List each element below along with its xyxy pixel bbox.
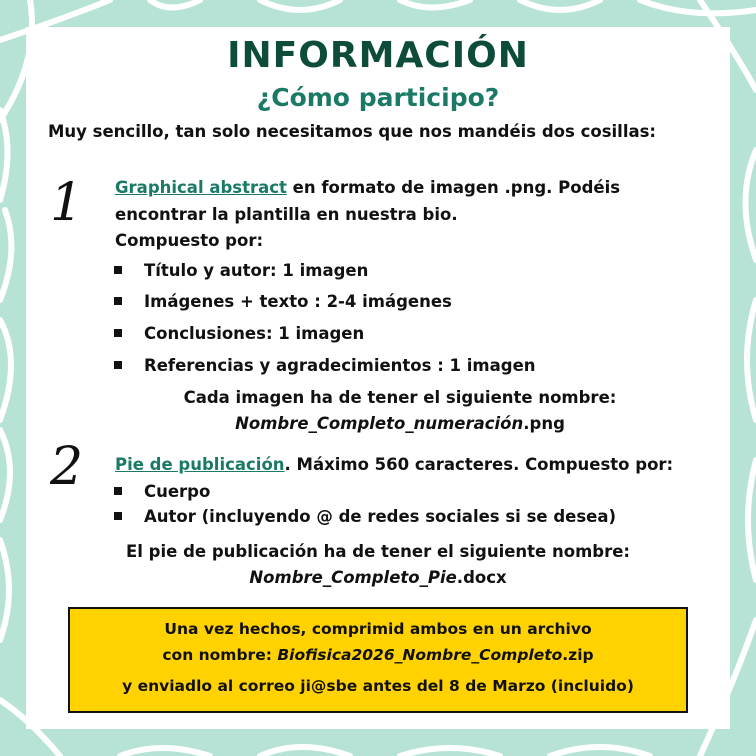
bullet-icon	[114, 329, 122, 337]
info-card	[26, 27, 730, 729]
bullet-icon	[114, 361, 122, 369]
step-1-name-note: Cada imagen ha de tener el siguiente nombre:	[183, 388, 617, 407]
page-subtitle: ¿Cómo participo?	[256, 83, 500, 112]
bullet-icon	[114, 512, 122, 520]
step-2-item-1: Cuerpo	[144, 482, 211, 501]
step-1-item-4: Referencias y agradecimientos : 1 imagen	[144, 356, 536, 375]
step-2-description	[115, 451, 715, 478]
step-2-name-pattern	[26, 564, 730, 591]
page-title: INFORMACIÓN	[227, 35, 529, 76]
step-1-number: 1	[50, 173, 84, 233]
step-1-item-3: Conclusiones: 1 imagen	[144, 324, 365, 343]
pie-de-publicacion-link[interactable]: Pie de publicación	[115, 455, 285, 474]
step-1-name-ext: .png	[523, 414, 565, 433]
step-1-composed: Compuesto por:	[115, 231, 264, 250]
box-line-2-ext: .zip	[562, 646, 594, 664]
box-line-2-italic: Biofisica2026_Nombre_Completo	[277, 646, 563, 664]
step-2-name-italic: Nombre_Completo_Pie	[249, 568, 457, 587]
step-1-item-1: Título y autor: 1 imagen	[144, 261, 369, 280]
step-1-name-italic: Nombre_Completo_numeración	[235, 414, 524, 433]
bullet-icon	[114, 487, 122, 495]
step-2-name-note: El pie de publicación ha de tener el siguiente nombre:	[126, 542, 630, 561]
step-2-text: . Máximo 560 caracteres. Compuesto por:	[284, 455, 674, 474]
intro-text: Muy sencillo, tan solo necesitamos que nos mandéis dos cosillas:	[48, 122, 657, 141]
box-line-2	[70, 646, 686, 664]
step-2-number: 2	[50, 437, 84, 497]
step-1-item-2: Imágenes + texto : 2-4 imágenes	[144, 292, 452, 311]
box-line-3: y enviadlo al correo ji@sbe antes del 8 de Marzo (incluido)	[122, 677, 634, 695]
step-1-text-line2: encontrar la plantilla en nuestra bio.	[115, 205, 458, 224]
graphical-abstract-link[interactable]: Graphical abstract	[115, 178, 287, 197]
step-2-name-ext: .docx	[456, 568, 507, 587]
step-1-text-line1: en formato de imagen .png. Podéis	[286, 178, 621, 197]
submission-box	[68, 607, 688, 713]
step-1-description	[115, 174, 689, 201]
box-line-1: Una vez hechos, comprimid ambos en un archivo	[164, 620, 592, 638]
step-1-name-pattern	[90, 410, 710, 437]
box-line-2-prefix: con nombre:	[162, 646, 278, 664]
step-2-item-2: Autor (incluyendo @ de redes sociales si se desea)	[144, 507, 617, 526]
bullet-icon	[114, 297, 122, 305]
bullet-icon	[114, 266, 122, 274]
